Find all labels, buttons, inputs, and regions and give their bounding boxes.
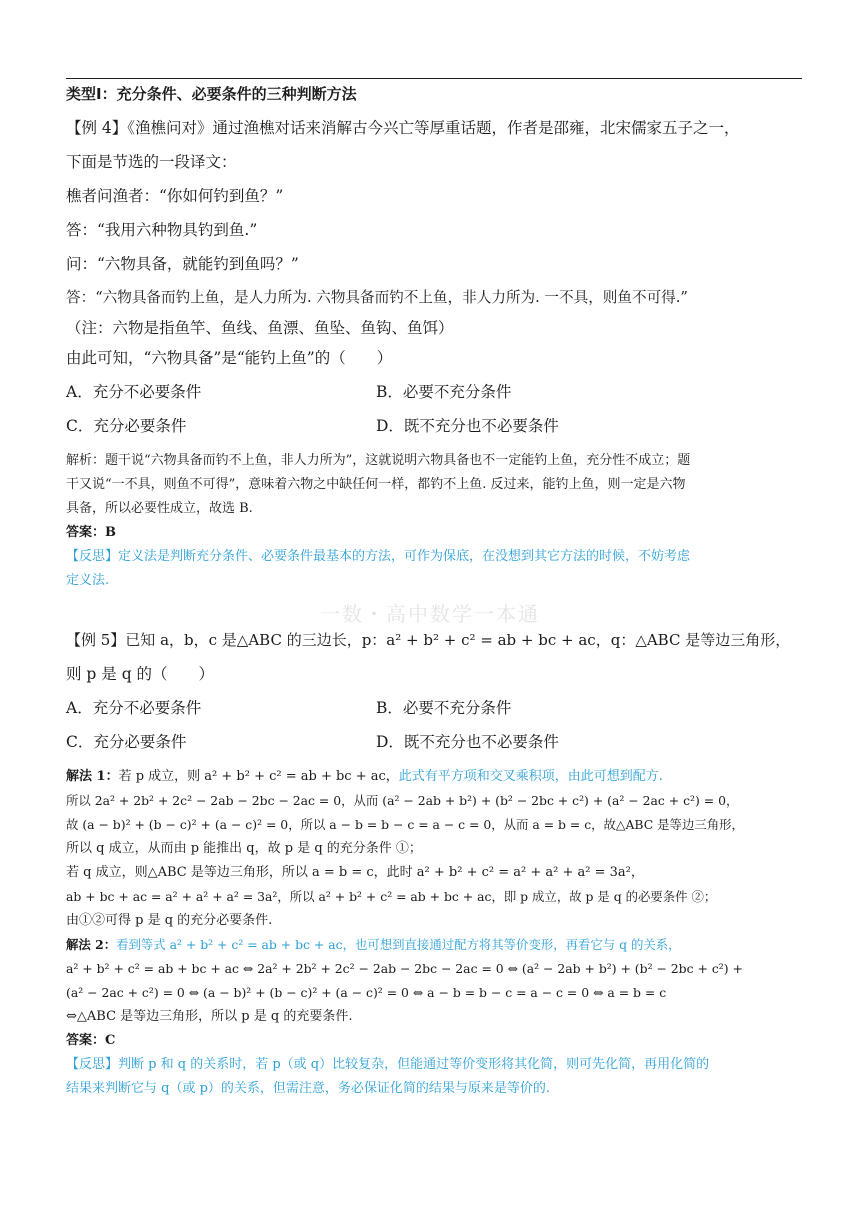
ex4-note: （注：六物是指鱼竿、鱼线、鱼漂、鱼坠、鱼钩、鱼饵） bbox=[66, 319, 454, 337]
ex5-solution2-label: 解法 2： bbox=[66, 937, 117, 952]
document-page bbox=[66, 78, 802, 1101]
ex5-reflection-tag: 【反思】 bbox=[66, 1057, 119, 1072]
ex4-reflection-text-1: 定义法是判断充分条件、必要条件最基本的方法，可作为保底，在没想到其它方法的时候，不妨考虑 bbox=[118, 549, 691, 564]
ex5-solution1-c: 故 (a − b)² + (b − c)² + (a − c)² = 0，所以 a − b = b − c = a − c = 0，从而 a = b = c，故△ABC 是等边三角形， bbox=[66, 817, 744, 832]
ex4-dialogue-3: 问：“六物具备，就能钓到鱼吗？” bbox=[66, 255, 299, 273]
ex4-question: 由此可知，“六物具备”是“能钓上鱼”的（ ） bbox=[66, 349, 393, 367]
ex5-reflection-1 bbox=[66, 1053, 802, 1077]
watermark: 一数・高中数学一本通 bbox=[320, 602, 540, 626]
ex5-solution1-note: 此式有平方项和交叉乘积项，由此可想到配方. bbox=[398, 769, 663, 784]
ex5-answer: 答案：C bbox=[66, 1033, 116, 1048]
ex5-solution2-c: ⇔△ABC 是等边三角形，所以 p 是 q 的充要条件. bbox=[66, 1009, 353, 1024]
ex5-solution2-a: a² + b² + c² = ab + bc + ac ⇔ 2a² + 2b² + 2c² − 2ab − 2bc − 2ac = 0 ⇔ (a² − 2ab + b²) + (b² − 2bc + c²) + bbox=[66, 961, 743, 976]
ex5-question-2: 则 p 是 q 的（ ） bbox=[66, 665, 215, 683]
section-title: 类型Ⅰ：充分条件、必要条件的三种判断方法 bbox=[66, 85, 357, 103]
ex4-dialogue-4: 答：“六物具备而钓上鱼，是人力所为. 六物具备而钓不上鱼，非人力所为. 一不具，则鱼不可得.” bbox=[66, 289, 688, 306]
ex4-analysis-1: 解析：题干说“六物具备而钓不上鱼，非人力所为”，这就说明六物具备也不一定能钓上鱼，充分性不成立；题 bbox=[66, 453, 691, 468]
ex5-solution1-d: 所以 q 成立，从而由 p 能推出 q，故 p 是 q 的充分条件 ①； bbox=[66, 841, 422, 856]
ex4-option-a: A．充分不必要条件 bbox=[66, 383, 202, 401]
ex4-answer: 答案：B bbox=[66, 525, 116, 540]
ex4-reflection-tag: 【反思】 bbox=[66, 549, 119, 564]
ex4-option-c: C．充分必要条件 bbox=[66, 417, 187, 435]
ex5-option-b: B．必要不充分条件 bbox=[376, 699, 512, 717]
ex4-analysis-2: 干又说“一不具，则鱼不可得”，意味着六物之中缺任何一样，都钓不上鱼. 反过来，能钓上鱼，则一定是六物 bbox=[66, 477, 686, 492]
ex5-option-a: A．充分不必要条件 bbox=[66, 699, 202, 717]
example-5 bbox=[66, 623, 802, 1101]
ex5-reflection-text-1: 判断 p 和 q 的关系时，若 p（或 q）比较复杂，但能通过等价变形将其化简，则可先化简，再用化简的 bbox=[118, 1057, 710, 1072]
ex5-solution1-f: ab + bc + ac = a² + a² + a² = 3a²，所以 a² + b² + c² = ab + bc + ac，即 p 成立，故 p 是 q 的必要条件 ②； bbox=[66, 889, 717, 904]
ex5-solution1-b: 所以 2a² + 2b² + 2c² − 2ab − 2bc − 2ac = 0，从而 (a² − 2ab + b²) + (b² − 2bc + c²) + (a² − 2ac + c²) = 0， bbox=[66, 793, 739, 808]
ex4-intro-2: 下面是节选的一段译文： bbox=[66, 153, 237, 171]
ex5-question-1: 【例 5】已知 a，b，c 是△ABC 的三边长，p：a² + b² + c² = ab + bc + ac，q：△ABC 是等边三角形， bbox=[66, 631, 791, 649]
ex4-intro-1: 【例 4】《渔樵问对》通过渔樵对话来消解古今兴亡等厚重话题，作者是邵雍，北宋儒家五子之一， bbox=[66, 119, 740, 137]
ex5-option-c: C．充分必要条件 bbox=[66, 733, 187, 751]
ex4-options bbox=[66, 375, 802, 443]
ex4-reflection-2: 定义法. bbox=[66, 573, 110, 588]
ex5-solution1-a bbox=[66, 765, 802, 789]
ex5-solution1-label: 解法 1： bbox=[66, 769, 119, 784]
ex5-option-d: D．既不充分也不必要条件 bbox=[376, 733, 559, 751]
ex5-solution1-g: 由①②可得 p 是 q 的充分必要条件. bbox=[66, 913, 273, 928]
ex5-solution2-b: (a² − 2ac + c²) = 0 ⇔ (a − b)² + (b − c)² + (a − c)² = 0 ⇔ a − b = b − c = a − c = 0 ⇔ a = b = c bbox=[66, 985, 667, 1000]
top-rule bbox=[66, 78, 802, 79]
ex4-option-d: D．既不充分也不必要条件 bbox=[376, 417, 559, 435]
ex5-solution1-text-a: 若 p 成立，则 a² + b² + c² = ab + bc + ac， bbox=[118, 769, 399, 784]
ex5-solution2-head bbox=[66, 933, 802, 957]
example-4 bbox=[66, 111, 802, 593]
ex4-dialogue-2: 答：“我用六种物具钓到鱼.” bbox=[66, 221, 258, 239]
ex4-reflection-1 bbox=[66, 545, 802, 569]
ex5-reflection-2: 结果来判断它与 q（或 p）的关系，但需注意，务必保证化简的结果与原来是等价的. bbox=[66, 1081, 551, 1096]
ex4-dialogue-1: 樵者问渔者：“你如何钓到鱼？” bbox=[66, 187, 284, 205]
ex5-solution2-note: 看到等式 a² + b² + c² = ab + bc + ac，也可想到直接通过配方将其等价变形，再看它与 q 的关系， bbox=[116, 937, 681, 952]
ex5-solution1-e: 若 q 成立，则△ABC 是等边三角形，所以 a = b = c，此时 a² + b² + c² = a² + a² + a² = 3a²， bbox=[66, 865, 644, 880]
ex4-analysis-3: 具备，所以必要性成立，故选 B. bbox=[66, 501, 253, 516]
ex5-options bbox=[66, 691, 802, 759]
ex4-option-b: B．必要不充分条件 bbox=[376, 383, 512, 401]
